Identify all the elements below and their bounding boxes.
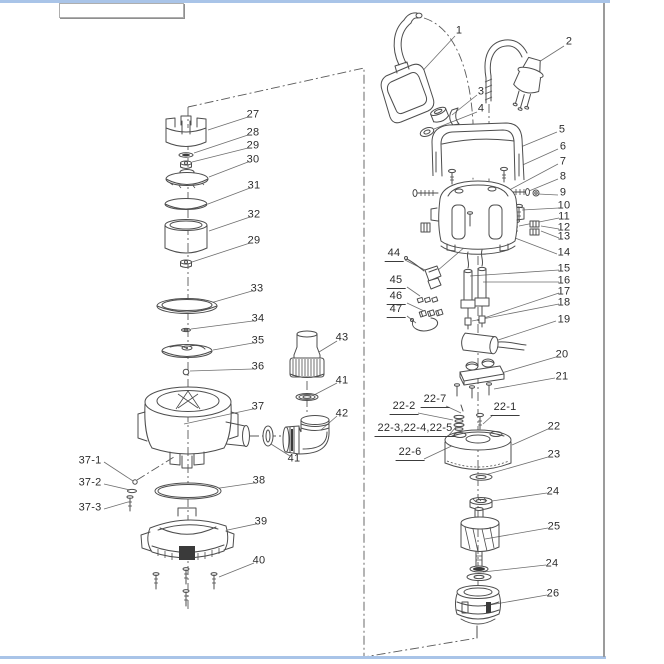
callout-19: 19	[557, 313, 571, 326]
callout-7: 7	[559, 155, 567, 168]
callout-46: 46	[387, 291, 406, 305]
callout-44: 44	[385, 248, 404, 262]
carbon-brush-drawing	[461, 250, 489, 329]
callout-30: 30	[246, 153, 260, 166]
oring-38-drawing	[155, 483, 221, 499]
outlet-washer-drawing	[263, 426, 273, 446]
callout-41: 41	[335, 374, 349, 387]
top-border	[0, 0, 610, 3]
callout-5: 5	[558, 123, 566, 136]
nut-29b-drawing	[181, 260, 192, 268]
callout-24: 24	[545, 557, 559, 570]
cutting-head-drawing	[166, 116, 206, 147]
callout-47: 47	[387, 304, 406, 318]
cup-32-drawing	[165, 220, 207, 254]
callout-24: 24	[546, 485, 560, 498]
base-strainer-drawing	[141, 508, 234, 560]
callout-9: 9	[559, 186, 567, 199]
callout-25: 25	[547, 520, 561, 533]
terminal-screws-drawing	[455, 383, 492, 398]
callout-22-2: 22-2	[390, 401, 419, 415]
callout-37-1: 37-1	[78, 454, 102, 467]
callout-32: 32	[247, 208, 261, 221]
callout-31: 31	[247, 179, 261, 192]
callout-16: 16	[557, 274, 571, 287]
washer-23-drawing	[470, 474, 492, 480]
callout-12: 12	[557, 221, 571, 234]
callout-2: 2	[565, 35, 573, 48]
rotor-drawing	[461, 508, 499, 571]
body-small-fasteners-drawing	[127, 457, 174, 511]
callout-38: 38	[252, 474, 266, 487]
callout-33: 33	[250, 282, 264, 295]
callout-10: 10	[557, 199, 571, 212]
callout-41: 41	[287, 452, 301, 465]
impeller-35-drawing	[162, 345, 212, 358]
callout-11: 11	[558, 210, 570, 223]
callout-22-3-22-4-22-5: 22-3,22-4,22-5	[375, 423, 456, 437]
lower-bearing-drawing	[467, 566, 491, 581]
callout-23: 23	[547, 448, 561, 461]
terminal-sleeves-drawing	[411, 293, 443, 331]
callout-6: 6	[559, 140, 567, 153]
page-right-edge	[603, 3, 605, 657]
callout-35: 35	[251, 334, 265, 347]
pump-body-drawing	[138, 387, 250, 468]
thermal-protector-wire-drawing	[405, 257, 442, 290]
callout-22: 22	[547, 420, 561, 433]
bearing-seat-drawing	[456, 586, 501, 625]
callout-22-1: 22-1	[491, 402, 520, 416]
bottom-border	[0, 656, 606, 659]
callout-37-3: 37-3	[78, 501, 102, 514]
callout-39: 39	[254, 515, 268, 528]
callout-29: 29	[246, 139, 260, 152]
callout-45: 45	[387, 275, 406, 289]
callout-1: 1	[455, 24, 463, 37]
callout-13: 13	[557, 230, 571, 243]
hose-connector-drawing	[290, 331, 324, 378]
impeller-30-drawing	[166, 170, 208, 189]
disc-31-drawing	[165, 199, 207, 210]
callout-17: 17	[557, 285, 571, 298]
nut-29-drawing	[181, 161, 192, 169]
callout-21: 21	[555, 370, 569, 383]
callout-20: 20	[555, 348, 569, 361]
capacitor-drawing	[461, 333, 526, 355]
callout-29: 29	[247, 234, 261, 247]
elbow-drawing	[283, 416, 329, 455]
callout-14: 14	[557, 246, 571, 259]
callout-4: 4	[477, 102, 485, 115]
washer-34-drawing	[182, 328, 191, 331]
callout-37: 37	[251, 400, 265, 413]
centerlines	[188, 18, 489, 657]
washer-41a-drawing	[296, 394, 318, 401]
callout-22-6: 22-6	[396, 447, 425, 461]
callout-42: 42	[335, 407, 349, 420]
callout-37-2: 37-2	[78, 476, 102, 489]
ball-36-drawing	[183, 369, 189, 375]
callout-40: 40	[252, 554, 266, 567]
callout-28: 28	[246, 126, 260, 139]
base-screws-drawing	[153, 568, 217, 606]
callout-26: 26	[546, 587, 560, 600]
washer-28-drawing	[179, 153, 193, 157]
callout-36: 36	[251, 360, 265, 373]
suction-plate-drawing	[157, 299, 217, 314]
callout-22-7: 22-7	[421, 394, 450, 408]
stator-fasteners-drawing	[454, 405, 484, 430]
handle-housing-drawing	[432, 123, 524, 180]
motor-cover-drawing	[431, 181, 524, 254]
power-cord-plug-drawing	[485, 40, 547, 114]
callout-8: 8	[559, 170, 567, 183]
callout-15: 15	[557, 262, 571, 275]
terminal-block-drawing	[460, 359, 504, 385]
callout-18: 18	[557, 296, 571, 309]
callout-34: 34	[251, 312, 265, 325]
callout-27: 27	[246, 108, 260, 121]
callout-3: 3	[477, 85, 485, 98]
callout-43: 43	[335, 331, 349, 344]
